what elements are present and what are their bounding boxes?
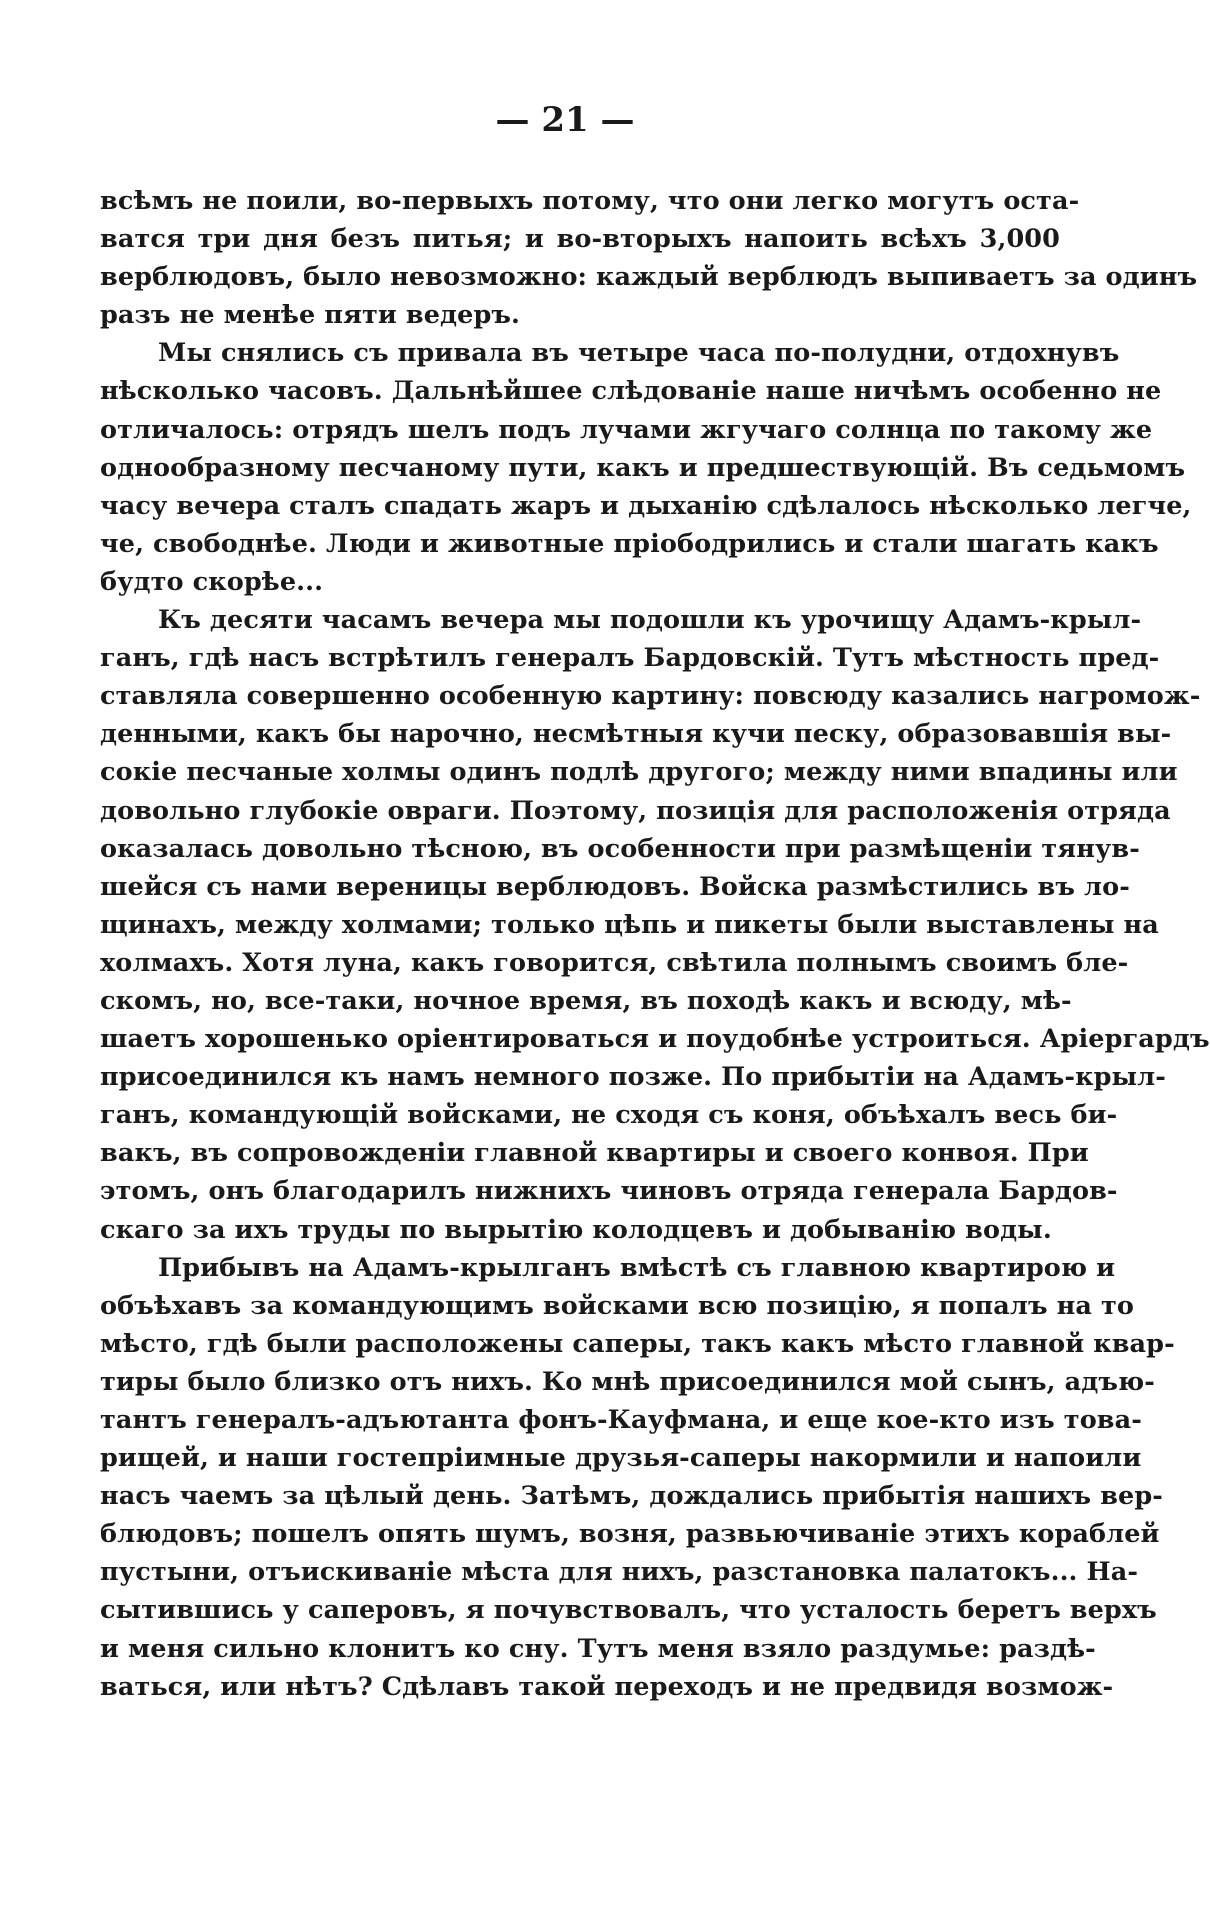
text-line: присоединился къ намъ немного позже. По прибытіи на Адамъ-крыл- [100,1062,1166,1093]
text-line: холмахъ. Хотя луна, какъ говорится, свѣтила полнымъ своимъ бле- [100,947,1129,978]
text-line: Прибывъ на Адамъ-крылганъ вмѣстѣ съ главною квартирою и [158,1252,1116,1283]
text-line: рищей, и наши гостепріимные друзья-саперы накормили и напоили [100,1443,1142,1474]
text-line: и меня сильно клонитъ ко сну. Тутъ меня взяло раздумье: раздѣ- [100,1633,1096,1664]
text-line: ганъ, гдѣ насъ встрѣтилъ генералъ Бардовскій. Тутъ мѣстность пред- [100,643,1160,674]
text-line: насъ чаемъ за цѣлый день. Затѣмъ, дождались прибытія нашихъ вер- [100,1481,1163,1512]
text-line: ганъ, командующій войсками, не сходя съ коня, объѣхалъ весь би- [100,1100,1118,1131]
paragraph [100,182,1198,334]
text-line: скомъ, но, все-таки, ночное время, въ походѣ какъ и всюду, мѣ- [100,985,1072,1016]
text-line: ватся три дня безъ питья; и во-вторыхъ напоить всѣхъ 3,000 [100,224,1060,255]
text-line: разъ не менѣе пяти ведеръ. [100,300,521,331]
text-line: сытившись у саперовъ, я почувствовалъ, что усталость беретъ верхъ [100,1595,1157,1626]
text-line: оказалась довольно тѣсною, въ особенности при размѣщеніи тянув- [100,833,1140,864]
text-line: шейся съ нами вереницы верблюдовъ. Войска размѣстились въ ло- [100,871,1130,902]
text-line: ставляла совершенно особенную картину: повсюду казались нагромож- [100,681,1201,712]
text-line: скаго за ихъ труды по вырытію колодцевъ и добыванію воды. [100,1214,1052,1245]
text-line: нѣсколько часовъ. Дальнѣйшее слѣдованіе наше ничѣмъ особенно не [100,376,1162,407]
paragraph [100,1249,1175,1706]
text-line: будто скорѣе... [100,566,324,597]
text-line: мѣсто, гдѣ были расположены саперы, такъ какъ мѣсто главной квар- [100,1328,1175,1359]
text-line: довольно глубокіе овраги. Поэтому, позиція для расположенія отряда [100,795,1171,826]
text-line: часу вечера сталъ спадать жаръ и дыханію сдѣлалось нѣсколько легче, [100,490,1192,521]
text-line: тиры было близко отъ нихъ. Ко мнѣ присоединился мой сынъ, адъю- [100,1366,1155,1397]
text-line: вакъ, въ сопровожденіи главной квартиры и своего конвоя. При [100,1138,1089,1169]
text-line: сокіе песчаные холмы одинъ подлѣ другого; между ними впадины или [100,757,1178,788]
paragraph [100,601,1210,1249]
text-line: этомъ, онъ благодарилъ нижнихъ чиновъ отряда генерала Бардов- [100,1176,1118,1207]
text-line: верблюдовъ, было невозможно: каждый верблюдъ выпиваетъ за одинъ [100,262,1198,293]
text-line: однообразному песчаному пути, какъ и предшествующій. Въ седьмомъ [100,452,1186,483]
text-line: шаетъ хорошенько оріентироваться и поудобнѣе устроиться. Аріергардъ [100,1024,1210,1055]
text-line: денными, какъ бы нарочно, несмѣтныя кучи песку, образовавшія вы- [100,719,1172,750]
book-page [100,100,1210,1880]
text-line: отличалось: отрядъ шелъ подъ лучами жгучаго солнца по такому же [100,414,1153,445]
page-number: — 21 — [495,100,635,140]
text-line: Мы снялись съ привала въ четыре часа по-полудни, отдохнувъ [158,338,1120,369]
text-line: пустыни, отъискиваніе мѣста для нихъ, разстановка палатокъ... На- [100,1557,1139,1588]
body-text [100,182,1210,1706]
text-line: всѣмъ не поили, во-первыхъ потому, что они легко могутъ оста- [100,186,1080,216]
text-line: объѣхавъ за командующимъ войсками всю позицію, я попалъ на то [100,1290,1134,1321]
text-line: блюдовъ; пошелъ опять шумъ, возня, развьючиваніе этихъ кораблей [100,1519,1160,1550]
paragraph [100,334,1192,601]
text-line: че, свободнѣе. Люди и животные пріободрились и стали шагать какъ [100,528,1159,559]
text-line: тантъ генералъ-адъютанта фонъ-Кауфмана, и еще кое-кто изъ това- [100,1405,1142,1435]
text-line: Къ десяти часамъ вечера мы подошли къ урочищу Адамъ-крыл- [158,605,1142,636]
text-line: ваться, или нѣтъ? Сдѣлавъ такой переходъ и не предвидя возмож- [100,1671,1114,1702]
text-line: щинахъ, между холмами; только цѣпь и пикеты были выставлены на [100,909,1159,940]
